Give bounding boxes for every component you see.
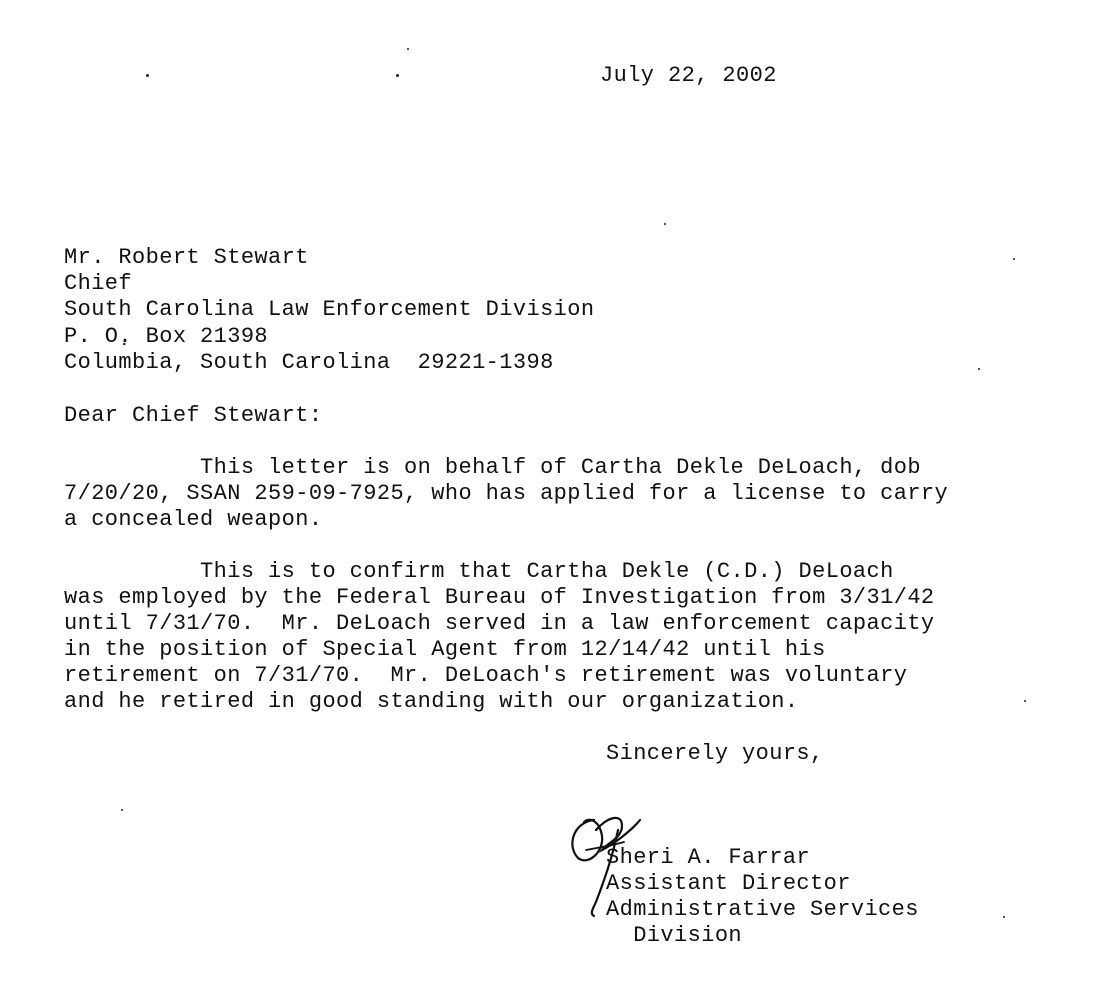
paragraph-2-line: retirement on 7/31/70. Mr. DeLoach's retirement was voluntary: [64, 663, 908, 688]
scan-speck: [1024, 700, 1026, 702]
recipient-city-state-zip: Columbia, South Carolina 29221-1398: [64, 350, 554, 375]
scan-speck: [121, 809, 123, 811]
paragraph-1-line: a concealed weapon.: [64, 507, 323, 532]
scan-speck: [146, 74, 149, 77]
paragraph-2-line: until 7/31/70. Mr. DeLoach served in a law enforcement capacity: [64, 611, 935, 636]
signer-name: Sheri A. Farrar: [606, 845, 811, 870]
paragraph-2-line: was employed by the Federal Bureau of Investigation from 3/31/42: [64, 585, 935, 610]
paragraph-2-line: and he retired in good standing with our organization.: [64, 689, 799, 714]
scan-speck: [978, 368, 980, 370]
recipient-title: Chief: [64, 271, 133, 296]
paragraph-1-line: This letter is on behalf of Cartha Dekle DeLoach, dob: [64, 455, 921, 480]
letter-date: July 22, 2002: [600, 63, 777, 88]
scan-speck: [664, 223, 666, 225]
closing: Sincerely yours,: [606, 741, 824, 766]
signer-title: Assistant Director: [606, 871, 851, 896]
salutation: Dear Chief Stewart:: [64, 403, 323, 428]
paragraph-2-line: in the position of Special Agent from 12/14/42 until his: [64, 637, 826, 662]
scan-speck: [396, 74, 399, 77]
recipient-organization: South Carolina Law Enforcement Division: [64, 297, 595, 322]
scan-speck: [1003, 916, 1005, 918]
paragraph-2-line: This is to confirm that Cartha Dekle (C.D.) DeLoach: [64, 559, 894, 584]
scan-speck: [407, 48, 409, 50]
signer-division: Administrative Services: [606, 897, 919, 922]
paragraph-1-line: 7/20/20, SSAN 259-09-7925, who has applied for a license to carry: [64, 481, 949, 506]
signer-division-continued: Division: [606, 923, 743, 948]
scan-speck: [1013, 258, 1015, 260]
recipient-po-box: P. O.̣ Box 21398: [64, 324, 269, 349]
recipient-name: Mr. Robert Stewart: [64, 245, 309, 270]
